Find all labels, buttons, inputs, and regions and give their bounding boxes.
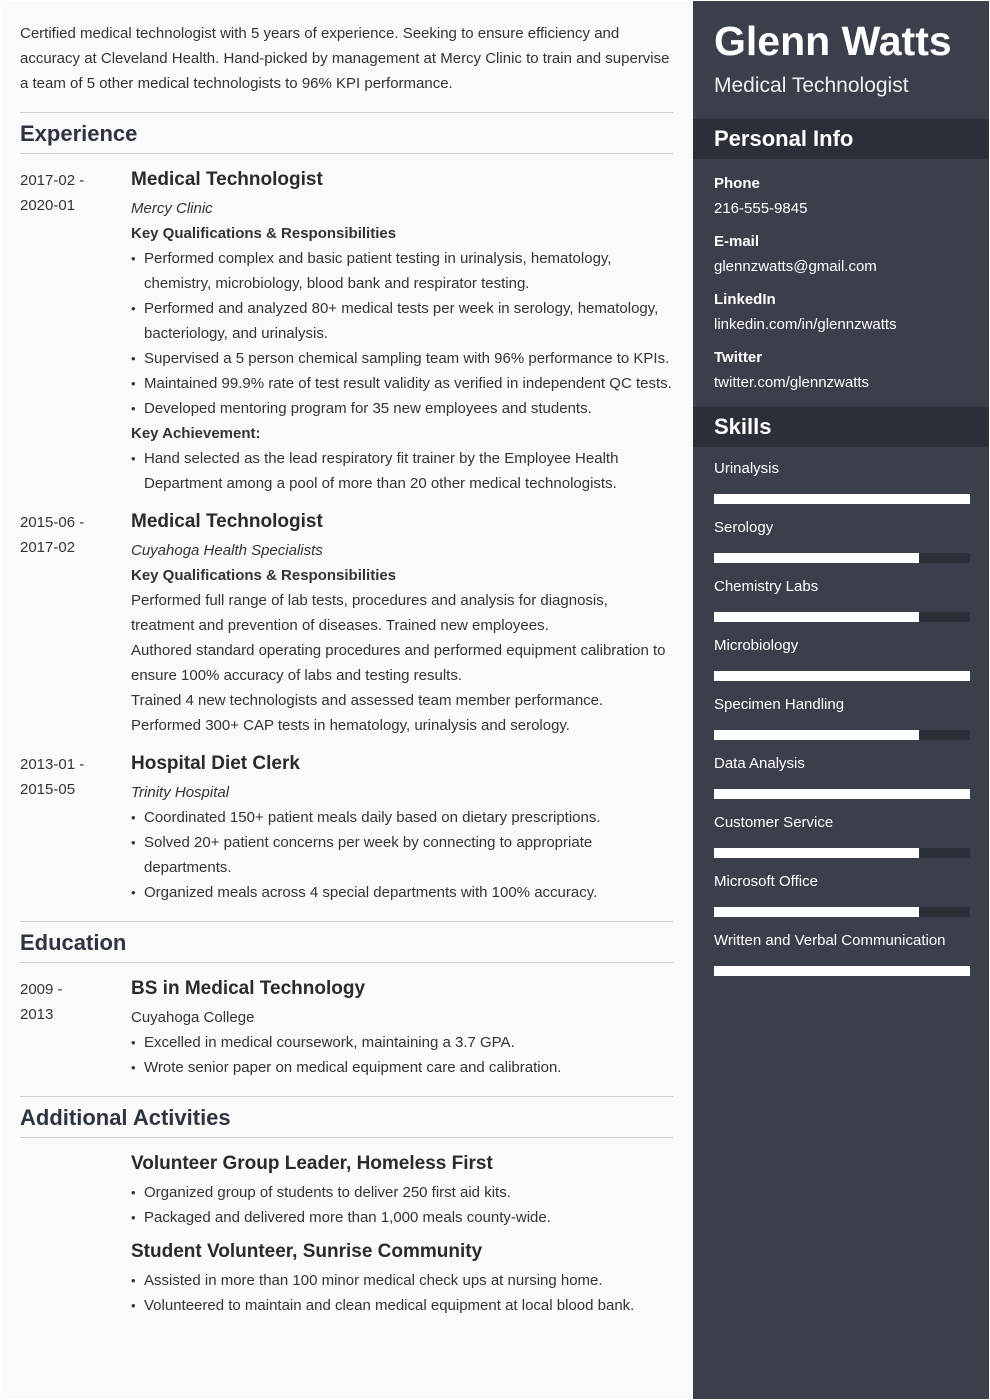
skill-item <box>714 518 970 577</box>
achievement-heading: Key Achievement: <box>131 425 261 442</box>
list-item: • Assisted in more than 100 minor medical check ups at nursing home. <box>131 1268 673 1293</box>
info-linkedin <box>714 287 968 337</box>
skill-item <box>714 813 970 872</box>
qualifications-heading: Key Qualifications & Responsibilities <box>131 567 397 584</box>
info-phone <box>714 171 968 221</box>
skill-item <box>714 636 970 695</box>
activity-entry <box>131 1152 673 1230</box>
skill-name: Data Analysis <box>714 755 805 772</box>
list-item: • Organized group of students to deliver 250 first aid kits. <box>131 1180 673 1205</box>
activity-list <box>131 1268 673 1318</box>
responsibility-line: Performed 300+ CAP tests in hematology, urinalysis and serology. <box>131 717 570 734</box>
skill-item <box>714 695 970 754</box>
personal-info-list <box>693 159 989 395</box>
responsibility-line: Authored standard operating procedures and performed equipment calibration to ensure 100% accuracy of labs and testing results. <box>131 642 666 684</box>
qualifications-heading: Key Qualifications & Responsibilities <box>131 225 397 242</box>
skill-name: Written and Verbal Communication <box>714 932 946 949</box>
list-item: • Excelled in medical coursework, maintaining a 3.7 GPA. <box>131 1030 673 1055</box>
main-column <box>1 1 693 1399</box>
list-item: • Volunteered to maintain and clean medical equipment at local blood bank. <box>131 1293 673 1318</box>
skills-list <box>693 447 989 990</box>
info-value: 216-555-9845 <box>714 200 808 217</box>
activity-title: Student Volunteer, Sunrise Community <box>131 1241 483 1262</box>
info-label: LinkedIn <box>714 291 776 308</box>
responsibility-line: Performed full range of lab tests, procedures and analysis for diagnosis, treatment and prevention of diseases. Trained new employees. <box>131 592 608 634</box>
job-title: Hospital Diet Clerk <box>131 753 300 774</box>
profile-role: Medical Technologist <box>714 74 909 97</box>
school: Cuyahoga College <box>131 1009 255 1026</box>
degree: BS in Medical Technology <box>131 978 366 999</box>
info-twitter <box>714 345 968 395</box>
skill-bar <box>714 907 970 917</box>
skill-level-fill <box>714 612 919 622</box>
skill-level-fill <box>714 966 970 976</box>
company: Mercy Clinic <box>131 200 213 217</box>
skill-bar <box>714 848 970 858</box>
summary: Certified medical technologist with 5 years of experience. Seeking to ensure efficiency and accuracy at Cleveland Health. Hand-picked by management at Mercy Clinic to train and supervise a team of 5 other medical technologists to 96% KPI performance. <box>20 25 670 92</box>
activity-list <box>131 1180 673 1230</box>
job-title: Medical Technologist <box>131 511 323 532</box>
entry-date: 2009 - 2013 <box>20 981 63 1023</box>
education-heading: Education <box>20 921 673 963</box>
achievement-list <box>131 446 673 496</box>
skill-level-fill <box>714 730 919 740</box>
skills-heading: Skills <box>693 407 989 447</box>
skill-name: Serology <box>714 519 774 536</box>
skill-level-fill <box>714 553 919 563</box>
company: Trinity Hospital <box>131 784 230 801</box>
skill-level-fill <box>714 848 919 858</box>
list-item: • Performed complex and basic patient testing in urinalysis, hematology, chemistry, microbiology, blood bank and respirator testing. <box>131 246 673 296</box>
skill-item <box>714 931 970 990</box>
entry-date: 2015-06 - 2017-02 <box>20 514 85 556</box>
skill-item <box>714 872 970 931</box>
skill-bar <box>714 966 970 976</box>
skill-name: Urinalysis <box>714 460 780 477</box>
skill-item <box>714 459 970 518</box>
list-item: • Wrote senior paper on medical equipment care and calibration. <box>131 1055 673 1080</box>
profile-name: Glenn Watts <box>714 18 952 64</box>
list-item: • Organized meals across 4 special departments with 100% accuracy. <box>131 880 673 905</box>
info-value: glennzwatts@gmail.com <box>714 258 877 275</box>
responsibilities-list <box>131 805 673 905</box>
info-label: Phone <box>714 175 760 192</box>
sidebar <box>693 1 989 1399</box>
education-entry <box>20 977 673 1080</box>
experience-entry <box>20 510 673 738</box>
list-item: • Maintained 99.9% rate of test result validity as verified in independent QC tests. <box>131 371 673 396</box>
skill-name: Microsoft Office <box>714 873 818 890</box>
skill-name: Specimen Handling <box>714 696 845 713</box>
list-item: • Hand selected as the lead respiratory fit trainer by the Employee Health Department among a pool of more than 20 other medical technologists. <box>131 446 673 496</box>
job-title: Medical Technologist <box>131 169 323 190</box>
education-list <box>131 1030 673 1080</box>
list-item: • Supervised a 5 person chemical sampling team with 96% performance to KPIs. <box>131 346 673 371</box>
skill-name: Microbiology <box>714 637 799 654</box>
skill-item <box>714 577 970 636</box>
info-label: Twitter <box>714 349 763 366</box>
skill-level-fill <box>714 494 970 504</box>
list-item: • Performed and analyzed 80+ medical tests per week in serology, hematology, bacteriology, and urinalysis. <box>131 296 673 346</box>
activity-entry <box>131 1240 673 1318</box>
experience-heading: Experience <box>20 112 673 154</box>
skill-bar <box>714 789 970 799</box>
skill-bar <box>714 671 970 681</box>
skill-name: Chemistry Labs <box>714 578 819 595</box>
company: Cuyahoga Health Specialists <box>131 542 323 559</box>
resume-page <box>1 1 989 1399</box>
list-item: • Solved 20+ patient concerns per week by connecting to appropriate departments. <box>131 830 673 880</box>
list-item: • Packaged and delivered more than 1,000 meals county-wide. <box>131 1205 673 1230</box>
info-value: linkedin.com/in/glennzwatts <box>714 316 897 333</box>
responsibilities-list <box>131 246 673 421</box>
entry-date: 2017-02 - 2020-01 <box>20 172 85 214</box>
info-email <box>714 229 968 279</box>
activities-heading: Additional Activities <box>20 1096 673 1138</box>
skill-level-fill <box>714 907 919 917</box>
list-item: • Developed mentoring program for 35 new employees and students. <box>131 396 673 421</box>
list-item: • Coordinated 150+ patient meals daily based on dietary prescriptions. <box>131 805 673 830</box>
activity-title: Volunteer Group Leader, Homeless First <box>131 1153 493 1174</box>
experience-entry <box>20 168 673 496</box>
skill-bar <box>714 730 970 740</box>
skill-bar <box>714 553 970 563</box>
experience-entry <box>20 752 673 905</box>
info-value: twitter.com/glennzwatts <box>714 374 870 391</box>
skill-bar <box>714 612 970 622</box>
entry-date: 2013-01 - 2015-05 <box>20 756 85 798</box>
skill-name: Customer Service <box>714 814 834 831</box>
personal-info-heading: Personal Info <box>693 119 989 159</box>
skill-level-fill <box>714 789 970 799</box>
skill-bar <box>714 494 970 504</box>
skill-item <box>714 754 970 813</box>
skill-level-fill <box>714 671 970 681</box>
info-label: E-mail <box>714 233 760 250</box>
responsibility-line: Trained 4 new technologists and assessed team member performance. <box>131 692 604 709</box>
